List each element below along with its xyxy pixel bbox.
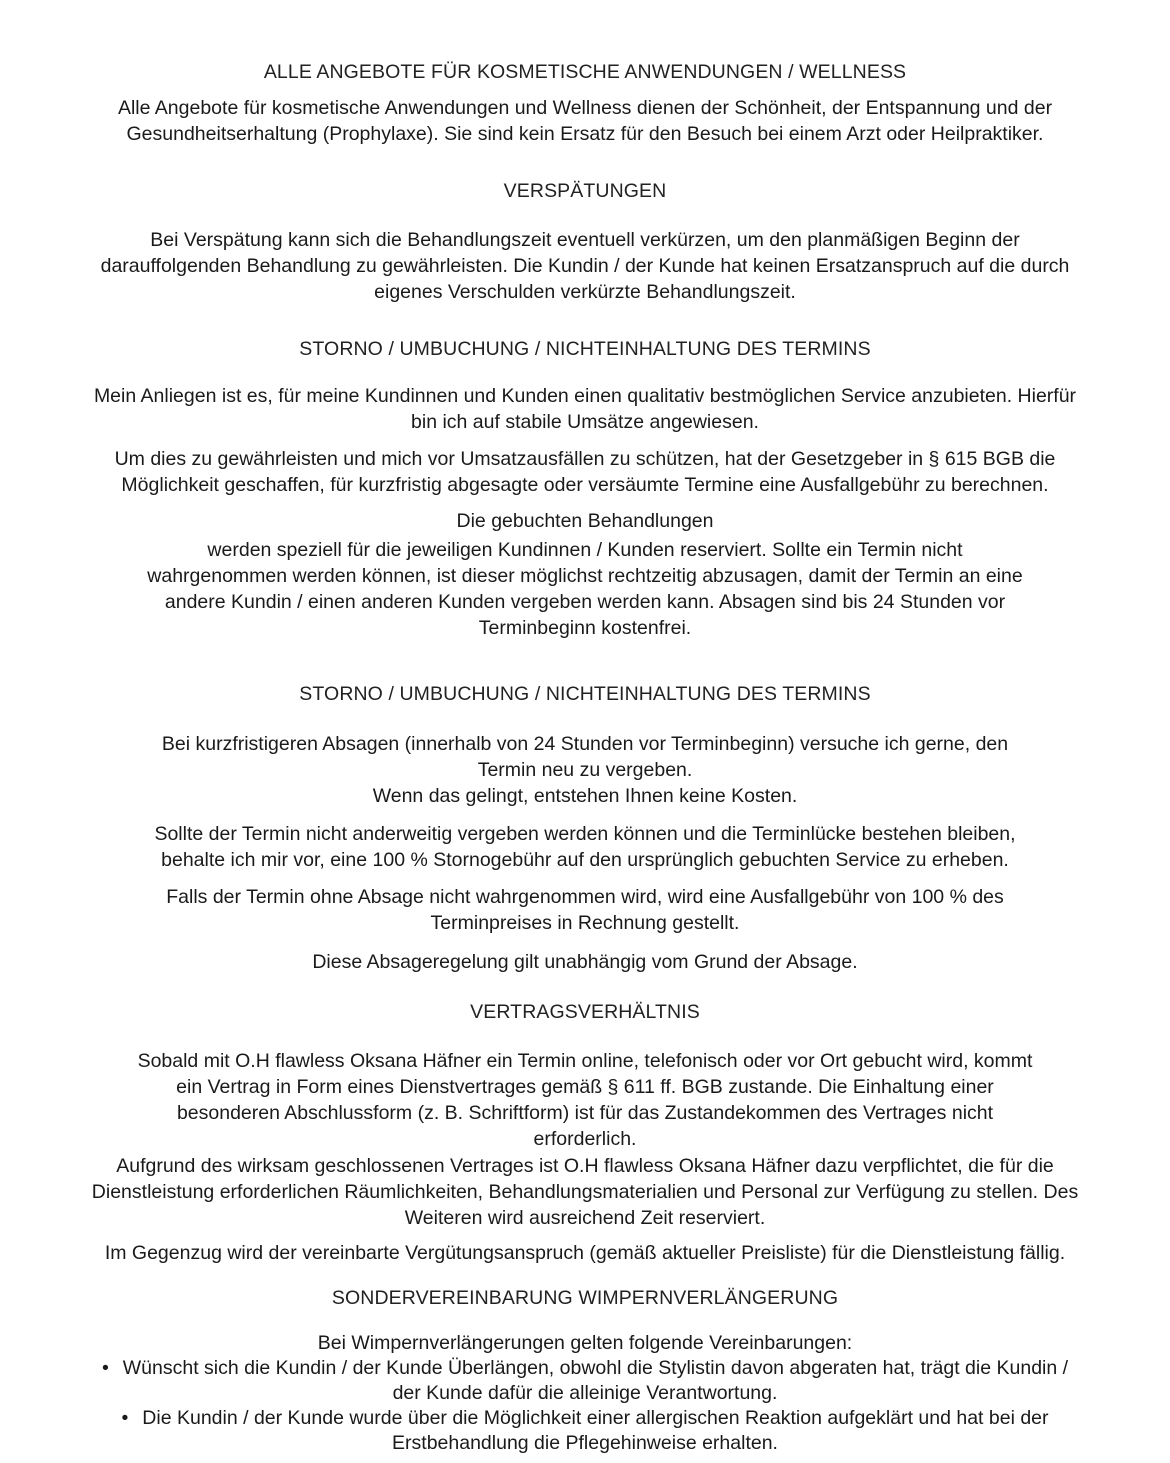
text-line: Terminbeginn kostenfrei. [478,617,692,639]
text-line: Weiteren wird ausreichend Zeit reserviert. [404,1207,766,1229]
text-line: Alle Angebote für kosmetische Anwendungen und Wellness dienen der Schönheit, der Entspannung und der [117,97,1053,119]
paragraph [0,508,1170,534]
section-heading: VERSPÄTUNGEN [503,180,667,202]
bullet-text: Erstbehandlung die Pflegehinweise erhalten. [392,1432,778,1454]
paragraph [0,95,1170,147]
text-line: ein Vertrag in Form eines Dienstvertrages gemäß § 611 ff. BGB zustande. Die Einhaltung einer [176,1076,994,1098]
bullet-text: Wünscht sich die Kundin / der Kunde Überlängen, obwohl die Stylistin davon abgeraten hat, trägt die Kundin / [122,1357,1069,1379]
intro-text: Bei Wimpernverlängerungen gelten folgende Vereinbarungen: [317,1332,853,1354]
text-line [0,1356,1170,1381]
paragraph [0,884,1170,936]
section [0,999,1170,1266]
paragraph [0,821,1170,873]
section [0,1285,1170,1456]
text-line: darauffolgenden Behandlung zu gewährleisten. Die Kundin / der Kunde hat keinen Ersatzanspruch auf die durch [100,255,1070,277]
section-heading: VERTRAGSVERHÄLTNIS [470,1001,700,1023]
bullet-icon: • [101,1357,109,1379]
list-item [0,1356,1170,1406]
text-line: Wenn das gelingt, entstehen Ihnen keine Kosten. [372,785,798,807]
paragraph [0,1153,1170,1231]
text-line: erforderlich. [533,1128,637,1150]
text-line: Bei Verspätung kann sich die Behandlungszeit eventuell verkürzen, um den planmäßigen Beginn der [150,229,1020,251]
text-line: Falls der Termin ohne Absage nicht wahrgenommen wird, wird eine Ausfallgebühr von 100 % des [166,886,1004,908]
paragraph [0,227,1170,305]
text-line: werden speziell für die jeweiligen Kundinnen / Kunden reserviert. Sollte ein Termin nicht [207,539,963,561]
text-line: Möglichkeit geschaffen, für kurzfristig abgesagte oder versäumte Termine eine Ausfallgebühr zu berechnen. [121,474,1049,496]
text-line [0,1381,1170,1406]
section [0,59,1170,147]
text-line: Bei kurzfristigeren Absagen (innerhalb von 24 Stunden vor Terminbeginn) versuche ich gerne, den [161,733,1009,755]
bullet-text: Die Kundin / der Kunde wurde über die Möglichkeit einer allergischen Reaktion aufgeklärt und hat bei der [142,1407,1049,1429]
paragraph [0,537,1170,641]
section [0,178,1170,305]
text-line: Sobald mit O.H flawless Oksana Häfner ein Termin online, telefonisch oder vor Ort gebucht wird, kommt [137,1050,1033,1072]
paragraph [0,446,1170,498]
text-line: Diese Absageregelung gilt unabhängig vom Grund der Absage. [312,951,858,973]
text-line: Mein Anliegen ist es, für meine Kundinnen und Kunden einen qualitativ bestmöglichen Service anzubieten. Hierfür [93,385,1077,407]
list-item [0,1406,1170,1456]
section [0,336,1170,641]
section-heading: STORNO / UMBUCHUNG / NICHTEINHALTUNG DES TERMINS [299,338,871,360]
section-heading: STORNO / UMBUCHUNG / NICHTEINHALTUNG DES TERMINS [299,683,871,705]
text-line: Gesundheitserhaltung (Prophylaxe). Sie sind kein Ersatz für den Besuch bei einem Arzt oder Heilpraktiker. [126,123,1044,145]
text-line: andere Kundin / einen anderen Kunden vergeben werden kann. Absagen sind bis 24 Stunden vor [164,591,1006,613]
section-heading: SONDERVEREINBARUNG WIMPERNVERLÄNGERUNG [331,1287,839,1309]
text-line: Termin neu zu vergeben. [477,759,693,781]
text-line: Die gebuchten Behandlungen [456,510,714,532]
text-line [0,1431,1170,1456]
text-line: Aufgrund des wirksam geschlossenen Vertrages ist O.H flawless Oksana Häfner dazu verpflichtet, die für die [116,1155,1054,1177]
text-line: wahrgenommen werden können, ist dieser möglichst rechtzeitig abzusagen, damit der Termin an eine [147,565,1023,587]
text-line: eigenes Verschulden verkürzte Behandlungszeit. [374,281,796,303]
paragraph [0,1240,1170,1266]
text-line: Um dies zu gewährleisten und mich vor Umsatzausfällen zu schützen, hat der Gesetzgeber in § 615 BGB die [114,448,1056,470]
text-line: Dienstleistung erforderlichen Räumlichkeiten, Behandlungsmaterialien und Personal zur Verfügung zu stellen. Des [91,1181,1079,1203]
text-line [0,1406,1170,1431]
paragraph [0,949,1170,975]
section-heading: ALLE ANGEBOTE FÜR KOSMETISCHE ANWENDUNGEN / WELLNESS [263,61,907,83]
paragraph [0,383,1170,435]
text-line: Sollte der Termin nicht anderweitig vergeben werden können und die Terminlücke bestehen bleiben, [154,823,1016,845]
text-line: Im Gegenzug wird der vereinbarte Vergütungsanspruch (gemäß aktueller Preisliste) für die Dienstleistung fällig. [104,1242,1066,1264]
paragraph [0,1048,1170,1152]
text-line: behalte ich mir vor, eine 100 % Stornogebühr auf den ursprünglich gebuchten Service zu erheben. [161,849,1009,871]
section [0,681,1170,975]
bullet-text: der Kunde dafür die alleinige Verantwortung. [392,1382,778,1404]
text-line: Terminpreises in Rechnung gestellt. [430,912,740,934]
text-line: bin ich auf stabile Umsätze angewiesen. [411,411,759,433]
paragraph [0,731,1170,809]
bullet-icon: • [121,1407,129,1429]
text-line: besonderen Abschlussform (z. B. Schriftform) ist für das Zustandekommen des Vertrages nicht [176,1102,994,1124]
